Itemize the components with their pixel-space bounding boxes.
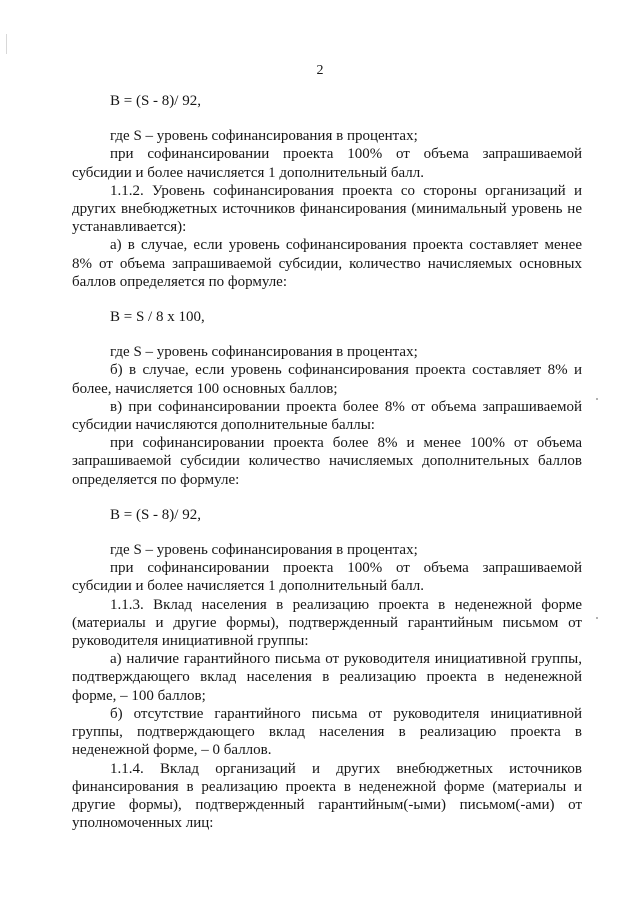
formula: В = S / 8 х 100, — [110, 309, 205, 326]
paragraph: при софинансировании проекта более 8% и менее 100% от объема запрашиваемой субсидии количество начисляемых дополнительных баллов определяется по формуле: — [72, 435, 582, 488]
section-heading-1-1-4: 1.1.4. Вклад организаций и других внебюджетных источников финансирования в реализацию проекта в неденежной форме (материалы и другие формы), подтвержденный гарантийным(-ыми) письмом(-ами) от уполномоченных лиц: — [72, 760, 582, 832]
paragraph: а) наличие гарантийного письма от руководителя инициативной группы, подтверждающего вклад населения в реализацию проекта в неденежной форме, – 100 баллов; — [72, 651, 582, 704]
paragraph: где S – уровень софинансирования в процентах; — [110, 542, 418, 559]
section-heading-1-1-3: 1.1.3. Вклад населения в реализацию проекта в неденежной форме (материалы и другие формы), подтвержденный гарантийным письмом от руководителя инициативной группы: — [72, 596, 582, 650]
paragraph: в) при софинансировании проекта более 8% от объема запрашиваемой субсидии начисляются дополнительные баллы: — [72, 398, 582, 434]
scan-speck — [596, 398, 598, 400]
paragraph: б) в случае, если уровень софинансирования проекта составляет 8% и более, начисляется 100 основных баллов; — [72, 362, 582, 397]
formula: В = (S - 8)/ 92, — [110, 506, 201, 523]
paragraph: где S – уровень софинансирования в процентах; — [110, 344, 418, 361]
section-heading-1-1-2: 1.1.2. Уровень софинансирования проекта со стороны организаций и других внебюджетных источников финансирования (минимальный уровень не устанавливается): — [72, 182, 582, 236]
paragraph: при софинансировании проекта 100% от объема запрашиваемой субсидии и более начисляется 1 дополнительный балл. — [72, 146, 582, 181]
scan-edge-mark — [6, 34, 7, 54]
document-body — [72, 92, 582, 832]
paragraph: а) в случае, если уровень софинансирования проекта составляет менее 8% от объема запрашиваемой субсидии, количество начисляемых основных баллов определяется по формуле: — [72, 237, 582, 290]
paragraph: где S – уровень софинансирования в процентах; — [110, 128, 418, 145]
page-number: 2 — [316, 63, 324, 78]
paragraph: при софинансировании проекта 100% от объема запрашиваемой субсидии и более начисляется 1 дополнительный балл. — [72, 560, 582, 595]
scan-speck — [596, 617, 598, 619]
paragraph: б) отсутствие гарантийного письма от руководителя инициативной группы, подтверждающего вклад населения в реализацию проекта в неденежной форме, – 0 баллов. — [72, 705, 582, 759]
formula: В = (S - 8)/ 92, — [110, 93, 201, 109]
